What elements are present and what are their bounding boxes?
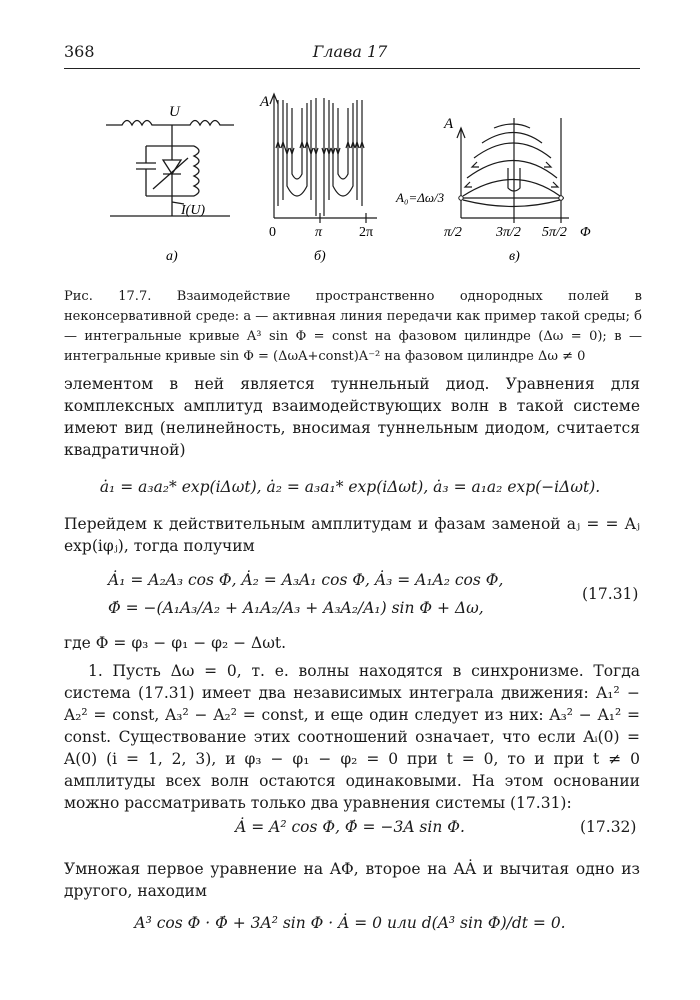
paragraph-2: Перейдем к действительным амплитудам и фазам заменой aⱼ = = Aⱼ exp(iφⱼ), тогда получим [64,515,640,555]
sublabel-a: а) [166,249,178,264]
paragraph-3: где Φ = φ₃ − φ₁ − φ₂ − Δωt. [64,634,287,652]
equation-3-number: (17.32) [580,818,637,836]
header-rule [64,68,640,69]
equation-2a: Ȧ₁ = A₂A₃ cos Φ, Ȧ₂ = A₃A₁ cos Φ, Ȧ₃ = A₁A₂ cos Φ, [108,571,504,589]
panel-b-tick-0: 0 [269,225,276,240]
paragraph-1: элементом в ней является туннельный диод. Уравнения для комплексных амплитуд взаимодействующих волн в такой системе имеют вид (нелинейность, вносимая туннельным диодом, считается квадратичной) [64,375,640,459]
panel-c-tick-5pi2: 5π/2 [542,225,567,240]
equation-4: A³ cos Φ · Φ̇ + 3A² sin Φ · Ȧ = 0 или d(A³ sin Φ)/dt = 0. [134,914,566,932]
equation-2b: Φ̇ = −(A₁A₃/A₂ + A₁A₂/A₃ + A₃A₂/A₁) sin Φ + Δω, [108,599,484,617]
page-number: 368 [64,42,95,61]
figure-caption: Рис. 17.7. Взаимодействие пространственно однородных полей в неконсервативной среде: а — активная линия передачи как пример такой среды; б — интегральные кривые A³ sin Φ = const на фазовом цилиндре (Δω = 0); в — интегральные кривые sin Φ = (ΔωA+const)A⁻² на фазовом цилиндре Δω ≠ 0 [64,289,642,364]
label-u: U [169,104,180,120]
panel-c-right-point [559,196,563,200]
panel-c-tick-3pi2: 3π/2 [496,225,521,240]
panel-b-phase-cylinder [270,94,377,223]
equation-2-number: (17.31) [582,585,639,603]
sublabel-c: в) [509,249,520,264]
paragraph-5: Умножая первое уравнение на AΦ, второе на AȦ и вычитая одно из другого, находим [64,860,640,900]
label-iu: I(U) [181,203,206,218]
equation-1: ȧ₁ = a₃a₂* exp(iΔωt), ȧ₂ = a₃a₁* exp(iΔωt), ȧ₃ = a₁a₂ exp(−iΔωt). [99,478,601,496]
paragraph-4: 1. Пусть Δω = 0, т. е. волны находятся в синхронизме. Тогда система (17.31) имеет два независимых интеграла движения: A₁² − A₂² = const, A₃² − A₂² = const, и еще один следует из них: A₃² − A₁² = const. Существование этих соотношений означает, что если Aᵢ(0) = A(0) (i = 1, 2, 3), и φ₃ − φ₁ − φ₂ = 0 при t = 0, то и при t ≠ 0 амплитуды всех волн остаются одинаковыми. На этом основании можно рассматривать только два уравнения системы (17.31): [64,662,640,812]
panel-b-tick-pi: π [315,225,323,240]
panel-c-a0-point [459,196,463,200]
panel-c-axis-x: Φ [580,225,591,240]
panel-b-tick-2pi: 2π [359,225,374,240]
panel-b-axis-y: A [260,94,270,110]
sublabel-b: б) [314,249,326,264]
panel-c-tick-pi2: π/2 [444,225,462,240]
panel-a-circuit [106,121,234,217]
figure-17-7 [64,88,640,278]
equation-3: Ȧ = A² cos Φ, Φ̇ = −3A sin Φ. [235,818,465,836]
panel-c-axis-y: A [444,116,454,132]
panel-c-a0-label: A₀=Δω/3 [396,190,445,205]
chapter-title: Глава 17 [312,42,388,61]
panel-c-phase-cylinder [457,118,569,223]
